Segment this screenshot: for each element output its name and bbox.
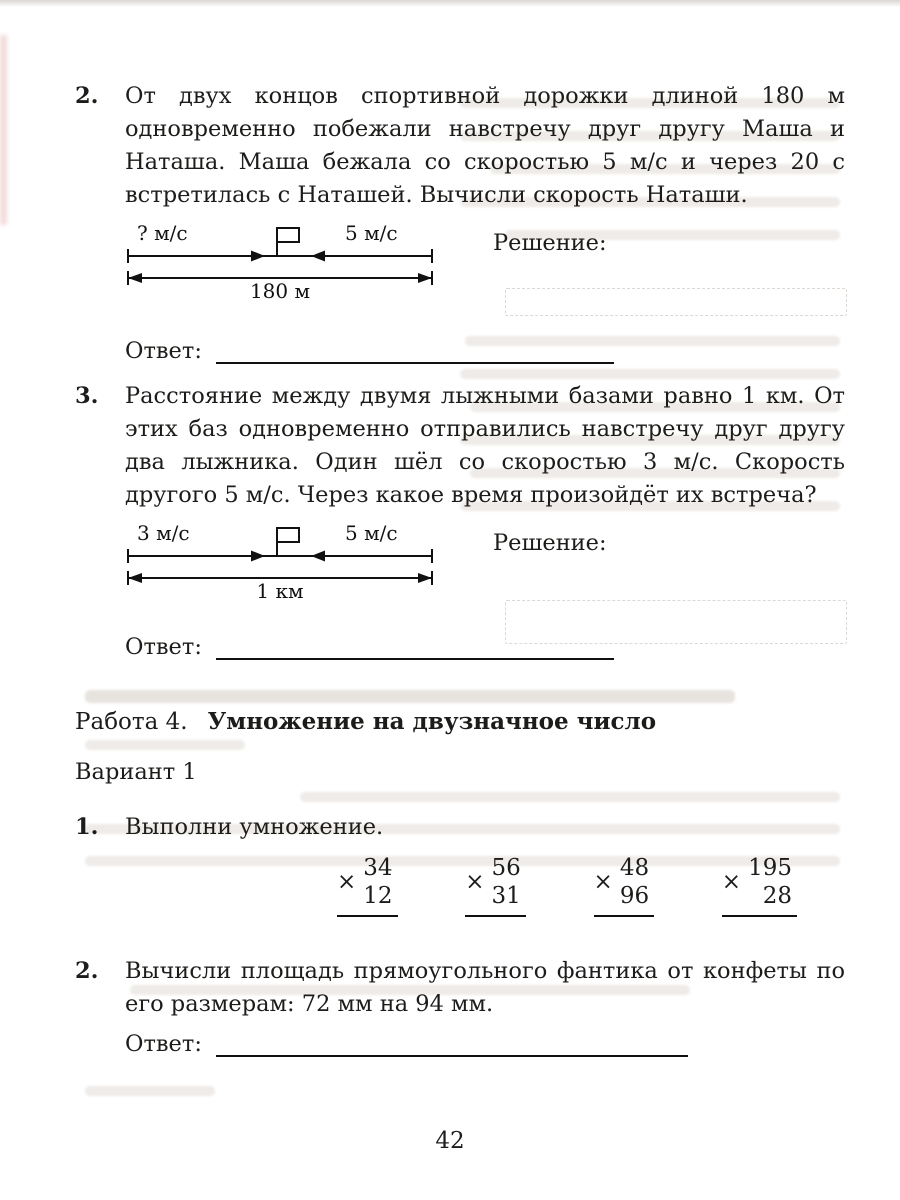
dimension-left-arrowhead (128, 273, 142, 283)
problem-3-answer-row (125, 630, 845, 660)
multiplier: 31 (491, 883, 521, 909)
dimension-left-arrowhead (128, 573, 142, 583)
work-number: Работа 4. (75, 709, 188, 735)
flag-icon (277, 528, 299, 556)
task-2-answer-label: Ответ: (125, 1031, 202, 1057)
dimension-right-arrowhead (418, 573, 432, 583)
problem-3 (75, 380, 845, 512)
bleed-through-line (85, 1086, 215, 1096)
problem-3-distance-diagram (125, 520, 435, 600)
multiplicand: 34 (363, 855, 393, 881)
multiplier: 28 (762, 883, 792, 909)
problem-3-number: 3. (75, 383, 99, 409)
task-2-number: 2. (75, 958, 99, 984)
problem-3-answer-label: Ответ: (125, 634, 202, 660)
problem-2-diagram-row (125, 220, 845, 300)
left-speed-label: ? м/с (137, 221, 188, 245)
multiplicand: 195 (748, 855, 792, 881)
page-number: 42 (435, 1128, 465, 1154)
left-arrowhead (251, 251, 265, 262)
multiplication-problem-3 (594, 854, 655, 917)
problem-2-number: 2. (75, 83, 99, 109)
task-2-text: Вычисли площадь прямоугольного фантика от конфеты по его размерам: 72 мм на 94 мм. (125, 958, 845, 1017)
task-2-answer-blank (216, 1027, 688, 1057)
multiplicand: 48 (619, 855, 650, 881)
task-1-number: 1. (75, 814, 99, 840)
multiplication-problem-2 (465, 854, 526, 917)
times-sign: × (337, 869, 357, 895)
right-speed-label: 5 м/с (345, 521, 398, 545)
right-arrowhead (311, 251, 325, 262)
multiplication-row (337, 854, 797, 917)
problem-2-text: От двух концов спортивной дорожки длиной 180 м одновременно побежали навстречу друг другу Маша и Наташа. Маша бежала со скоростью 5 м/с и через 20 с встретилась с Наташей. Вычисли скорость Наташи. (125, 83, 845, 208)
work-4-heading (75, 708, 845, 735)
distance-label: 180 м (249, 279, 311, 300)
problem-2-answer-label: Ответ: (125, 338, 202, 364)
multiplier: 12 (363, 883, 393, 909)
task-2-answer-row (125, 1027, 845, 1057)
multiplication-problem-4 (722, 854, 797, 917)
problem-2-answer-row (125, 334, 845, 364)
problem-3-solution-label: Решение: (493, 530, 607, 556)
task-1-text: Выполни умножение. (125, 814, 384, 840)
task-1 (75, 811, 845, 844)
flag-icon (277, 228, 299, 256)
page-content (75, 80, 845, 1057)
problem-2-distance-diagram (125, 220, 435, 300)
multiplier: 96 (619, 883, 650, 909)
work-title: Умножение на двузначное число (207, 708, 657, 735)
multiplication-problem-1 (337, 854, 398, 917)
right-speed-label: 5 м/с (345, 221, 398, 245)
problem-2-answer-blank (216, 334, 614, 364)
problem-2 (75, 80, 845, 212)
task-2 (75, 955, 845, 1021)
times-sign: × (593, 869, 613, 895)
variant-label: Вариант 1 (75, 759, 197, 785)
dimension-right-arrowhead (418, 273, 432, 283)
left-arrowhead (251, 551, 265, 562)
problem-2-solution-label: Решение: (493, 230, 607, 256)
times-sign: × (721, 869, 742, 895)
left-speed-label: 3 м/с (137, 521, 190, 545)
times-sign: × (465, 869, 485, 895)
right-arrowhead (311, 551, 325, 562)
problem-3-diagram-row (125, 520, 845, 600)
multiplicand: 56 (491, 855, 521, 881)
problem-3-text: Расстояние между двумя лыжными базами равно 1 км. От этих баз одновременно отправились навстречу друг другу два лыжника. Один шёл со скоростью 3 м/с. Скорость другого 5 м/с. Через какое время произойдёт их встреча? (125, 383, 845, 508)
distance-label: 1 км (256, 579, 304, 600)
problem-3-answer-blank (216, 630, 614, 660)
